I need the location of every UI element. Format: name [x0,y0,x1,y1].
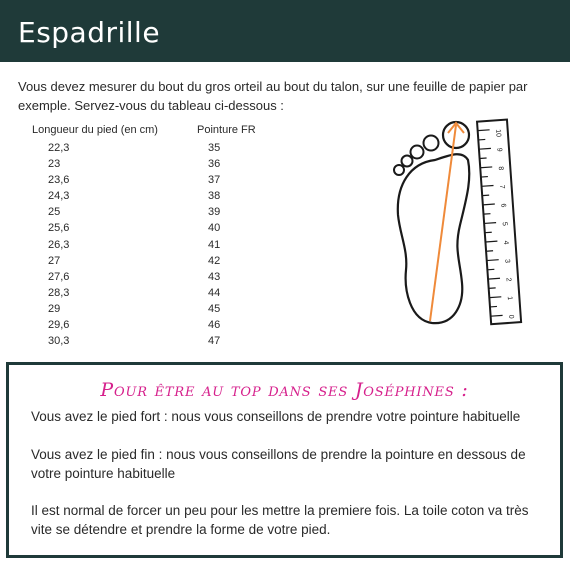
ruler-label: 3 [503,258,511,264]
toe-4 [402,156,413,167]
cell-length: 27 [48,254,61,267]
ruler-label: 8 [496,166,504,171]
toe-2 [424,136,439,151]
intro-text: Vous devez mesurer du bout du gros orteil au bout du talon, sur une feuille de papier par exemple. Servez-vous du tableau ci-dessous : [18,79,528,113]
ruler-ticks [478,130,506,316]
ruler-label: 0 [507,314,515,319]
cell-size: 37 [208,174,221,187]
ruler-tick [482,185,494,186]
cell-length: 26,3 [48,238,70,251]
ruler-tick [483,204,495,205]
ruler-tick [488,278,500,279]
cell-size: 35 [208,142,221,154]
cell-length: 25,6 [48,222,70,235]
tips-heading: Pour être au top dans ses Joséphines : [100,379,469,401]
ruler-label: 2 [504,277,512,282]
ruler-label: 9 [495,147,503,152]
ruler-tick [479,148,491,149]
cell-length: 24,3 [48,190,70,203]
tip-thin-foot: Vous avez le pied fin : nous vous conseillons de prendre la pointure en dessous de votre pointure habituelle [31,447,526,481]
tips-box [6,362,563,558]
cell-size: 41 [208,238,221,251]
cell-length: 22,3 [48,142,70,154]
ruler-label: 1 [505,296,514,301]
measure-line [430,125,456,321]
cell-length: 30,3 [48,335,70,348]
ruler-tick [480,167,492,168]
ruler-tick [487,260,499,261]
cell-length: 29 [48,302,61,315]
cell-size: 36 [208,158,221,171]
ruler-tick [484,223,496,224]
cell-size: 46 [208,319,221,332]
ruler-label: 7 [498,184,506,190]
cell-length: 27,6 [48,270,70,283]
cell-length: 23 [48,158,61,171]
ruler-tick [489,297,501,298]
cell-size: 47 [208,335,221,348]
cell-length: 29,6 [48,319,70,332]
toe-3 [411,146,424,159]
ruler-tick [491,315,503,316]
header-bar [0,0,570,62]
page-title: Espadrille [18,16,161,49]
cell-size: 43 [208,270,221,283]
ruler-label: 6 [499,203,507,208]
column-header-size: Pointure FR [197,124,256,136]
tip-first-wear: Il est normal de forcer un peu pour les mettre la premiere fois. La toile coton va très vite se détendre et prendre la forme de votre pied. [31,503,529,537]
ruler-label: 10 [494,129,502,138]
foot-measurement-illustration [380,115,550,335]
ruler-tick [478,130,490,131]
ruler-labels [494,129,514,319]
cell-size: 39 [208,206,221,219]
ruler-label: 4 [501,240,510,245]
cell-length: 25 [48,206,61,219]
cell-length: 23,6 [48,174,70,187]
cell-size: 40 [208,222,221,235]
cell-size: 44 [208,286,221,299]
cell-length: 28,3 [48,286,70,299]
cell-size: 45 [208,302,221,315]
ruler [477,120,521,325]
cell-size: 38 [208,190,221,203]
cell-size: 42 [208,254,221,267]
column-header-length: Longueur du pied (en cm) [32,124,158,136]
tip-strong-foot: Vous avez le pied fort : nous vous conseillons de prendre votre pointure habituelle [31,409,521,424]
ruler-label: 5 [500,221,508,227]
ruler-tick [485,241,497,242]
toe-5 [394,165,404,175]
